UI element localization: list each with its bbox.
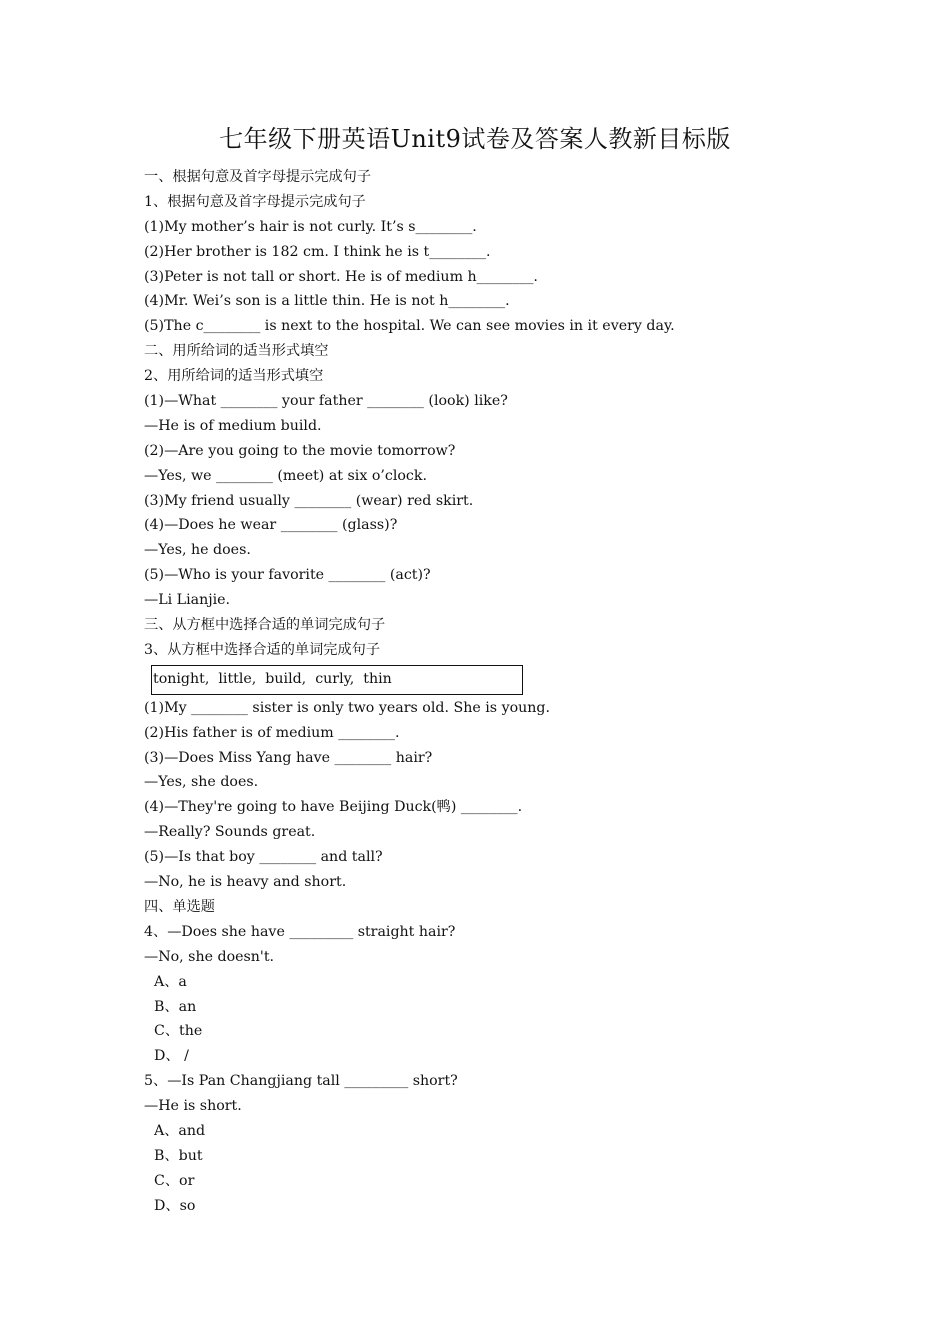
- question-title: 1、根据句意及首字母提示完成句子: [144, 193, 366, 210]
- section-heading: 三、从方框中选择合适的单词完成句子: [144, 617, 386, 634]
- option-d: D、 /: [154, 1048, 189, 1065]
- question-item: (1)My mother’s hair is not curly. It’s s________.: [144, 218, 477, 235]
- option-b: B、but: [154, 1147, 203, 1164]
- question-title: 2、用所给词的适当形式填空: [144, 368, 324, 385]
- page-title: 七年级下册英语Unit9试卷及答案人教新目标版: [219, 125, 731, 153]
- question-line: (3)My friend usually ________ (wear) red skirt.: [144, 492, 474, 509]
- question-line: (3)—Does Miss Yang have ________ hair?: [144, 749, 433, 766]
- question-line: —Yes, she does.: [144, 774, 259, 791]
- question-item: (5)The c________ is next to the hospital. We can see movies in it every day.: [144, 318, 675, 335]
- option-b: B、an: [154, 998, 197, 1015]
- question-line: (4)—They're going to have Beijing Duck(鸭) ________.: [144, 799, 523, 816]
- question-item: (4)Mr. Wei’s son is a little thin. He is not h________.: [144, 293, 510, 310]
- question-line: —No, he is heavy and short.: [144, 874, 347, 891]
- question-line: —Yes, we ________ (meet) at six o’clock.: [144, 467, 427, 484]
- question-line: (1)—What ________ your father ________ (look) like?: [144, 393, 508, 410]
- question-line: (1)My ________ sister is only two years old. She is young.: [144, 699, 550, 716]
- question-line: (5)—Is that boy ________ and tall?: [144, 849, 383, 866]
- question-item: (2)Her brother is 182 cm. I think he is t________.: [144, 243, 491, 260]
- section-heading: 二、用所给词的适当形式填空: [144, 343, 329, 360]
- question-title: 3、从方框中选择合适的单词完成句子: [144, 641, 381, 658]
- question-reply: —No, she doesn't.: [144, 948, 275, 965]
- question-line: —Yes, he does.: [144, 542, 251, 559]
- option-a: A、and: [154, 1122, 206, 1139]
- question-item: (3)Peter is not tall or short. He is of medium h________.: [144, 268, 538, 285]
- question-line: —Really? Sounds great.: [144, 824, 316, 841]
- question-stem: 4、—Does she have _________ straight hair?: [144, 923, 456, 940]
- word-bank-box: tonight, little, build, curly, thin: [151, 665, 523, 695]
- question-reply: —He is short.: [144, 1098, 242, 1115]
- document-body: [144, 165, 864, 1219]
- question-line: (2)—Are you going to the movie tomorrow?: [144, 442, 456, 459]
- question-line: (2)His father is of medium ________.: [144, 724, 400, 741]
- section-heading: 一、根据句意及首字母提示完成句子: [144, 169, 372, 185]
- question-line: (4)—Does he wear ________ (glass)?: [144, 517, 398, 534]
- question-line: (5)—Who is your favorite ________ (act)?: [144, 567, 431, 584]
- option-c: C、the: [154, 1023, 203, 1040]
- option-a: A、a: [154, 973, 187, 990]
- section-heading: 四、单选题: [144, 898, 215, 915]
- option-c: C、or: [154, 1172, 195, 1189]
- question-stem: 5、—Is Pan Changjiang tall _________ short?: [144, 1073, 458, 1090]
- option-d: D、so: [154, 1197, 196, 1214]
- question-line: —Li Lianjie.: [144, 592, 231, 609]
- question-line: —He is of medium build.: [144, 417, 322, 434]
